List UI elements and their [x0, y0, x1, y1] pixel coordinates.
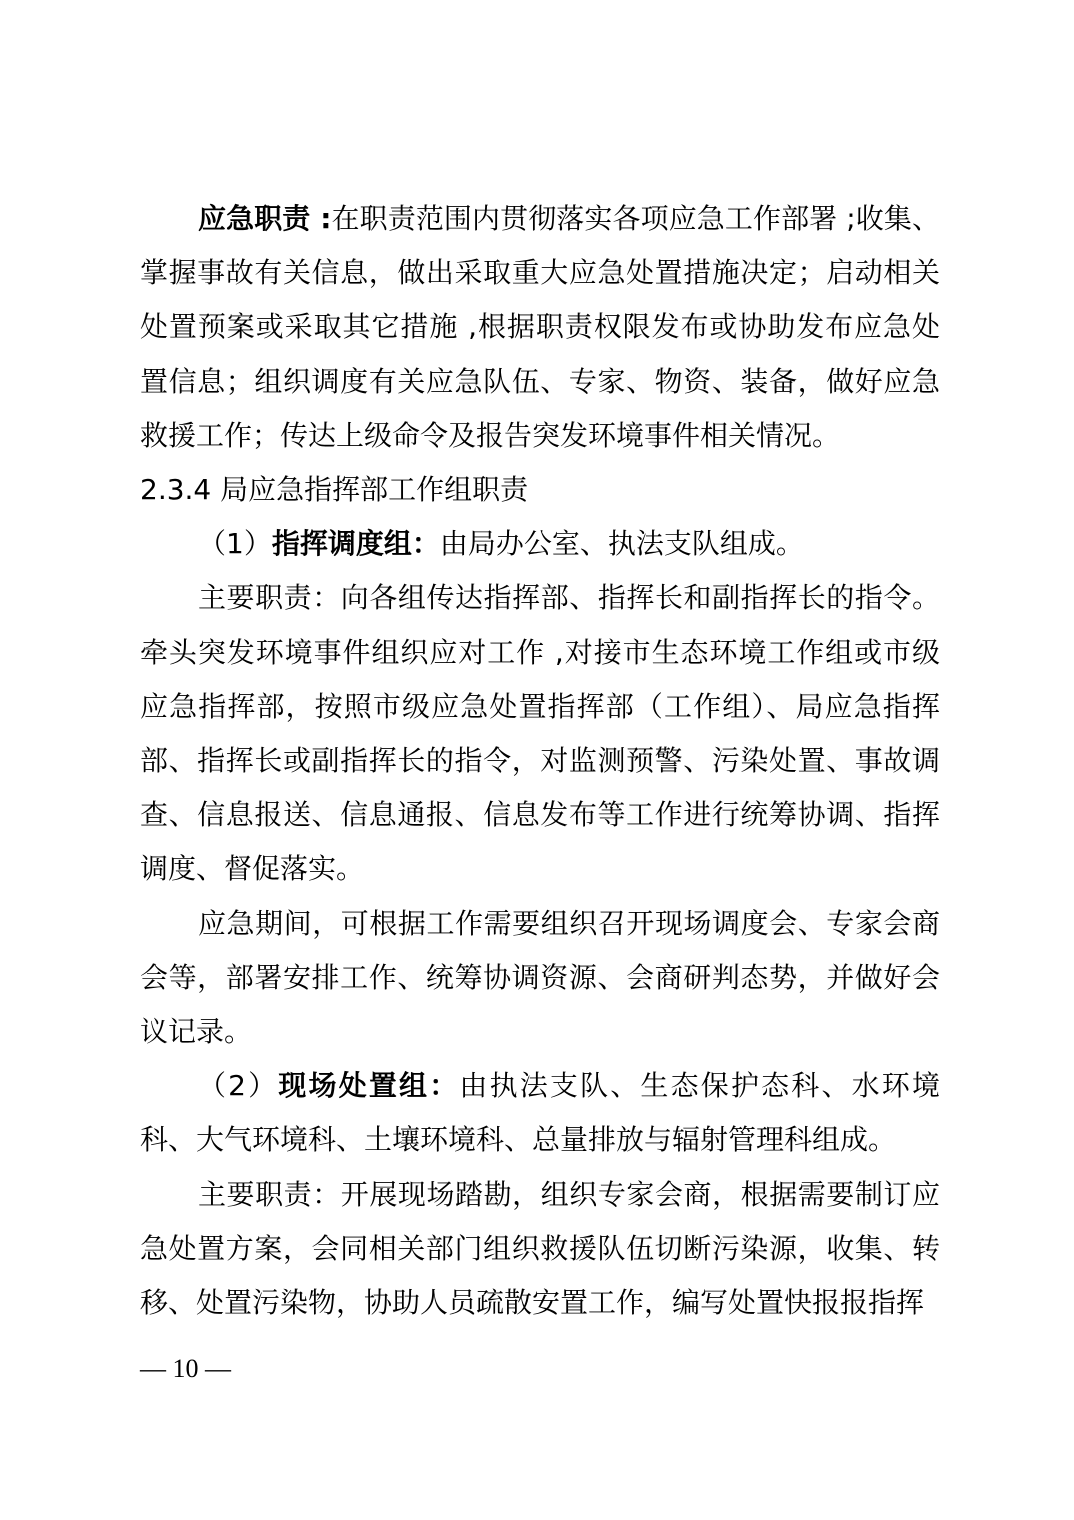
- paragraph-group1-duty: 主要职责：向各组传达指挥部、指挥长和副指挥长的指令。牵头突发环境事件组织应对工作 ,对接市生态环境工作组或市级应急指挥部，按照市级应急处置指挥部（工作组）、局应急指挥部、指挥长或副指挥长的指令，对监测预警、污染处置、事故调查、信息报送、信息通报、信息发布等工作进行统筹协调、指挥调度、督促落实。: [140, 581, 940, 886]
- group2-text: 由执法支队、生态保护态科、水环境科、大气环境科、土壤环境科、总量排放与辐射管理科组成。: [140, 1069, 940, 1157]
- group2-label: 现场处置组：: [278, 1069, 460, 1103]
- group1-text: 由局办公室、执法支队组成。: [439, 527, 804, 561]
- paragraph-group2-title: [140, 1059, 940, 1167]
- paragraph-group2-duty: 主要职责：开展现场踏勘，组织专家会商，根据需要制订应急处置方案，会同相关部门组织救援队伍切断污染源，收集、转移、处置污染物，协助人员疏散安置工作，编写处置快报报指挥: [140, 1177, 940, 1320]
- group1-number: （1）: [198, 527, 272, 561]
- paragraph-group1-title: [140, 517, 940, 571]
- paragraph-group1-emergency: 应急期间，可根据工作需要组织召开现场调度会、专家会商会等，部署安排工作、统筹协调资源、会商研判态势，并做好会议记录。: [140, 906, 940, 1049]
- page-number: — 10 —: [140, 1354, 231, 1383]
- emergency-duty-text: 在职责范围内贯彻落实各项应急工作部署 ;收集、掌握事故有关信息，做出采取重大应急处置措施决定；启动相关处置预案或采取其它措施 ,根据职责权限发布或协助发布应急处置信息；组织调度有关应急队伍、专家、物资、装备，做好应急救援工作；传达上级命令及报告突发环境事件相关情况。: [140, 202, 940, 452]
- group1-label: 指挥调度组：: [271, 527, 440, 561]
- emergency-duty-label: 应急职责 :: [198, 202, 332, 235]
- section-heading: 2.3.4 局应急指挥部工作组职责: [140, 473, 529, 507]
- document-body: [140, 192, 940, 1330]
- paragraph-emergency-duty: [140, 192, 940, 463]
- group2-number: （2）: [198, 1069, 279, 1103]
